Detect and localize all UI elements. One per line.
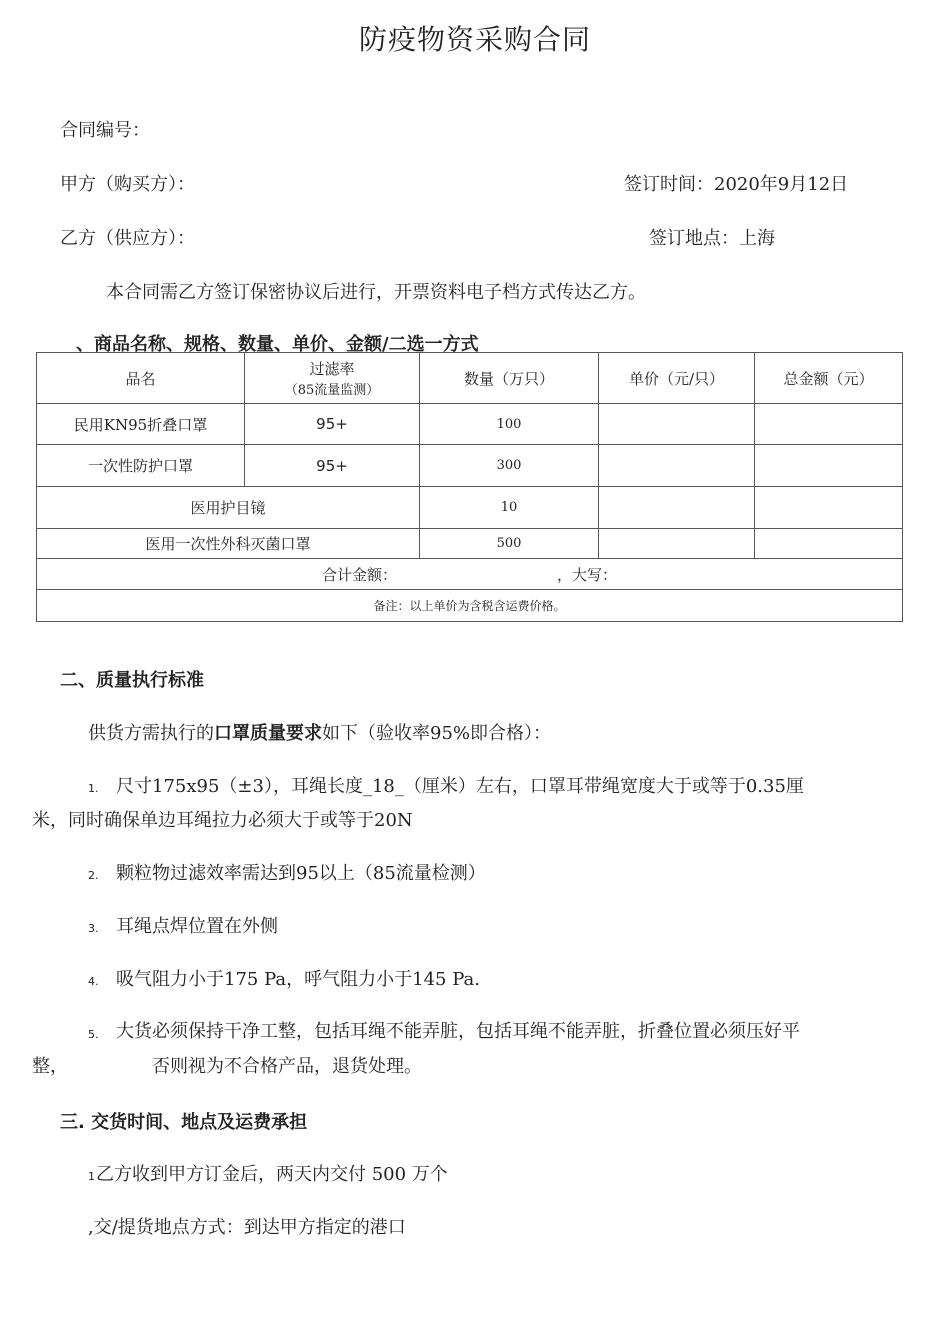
section1-title: 、商品名称、规格、数量、单价、金额/二选一方式 xyxy=(76,334,479,355)
cell-name: 医用一次性外科灭菌口罩 xyxy=(37,529,420,559)
col-header-filter-sub: （85流量监测） xyxy=(284,383,380,398)
table-row xyxy=(37,487,903,529)
quality-item-3: 耳绳点焊位置在外侧 xyxy=(116,916,278,937)
table-row xyxy=(37,529,903,559)
sign-place: 签订地点：上海 xyxy=(649,228,775,249)
contract-no-label: 合同编号： xyxy=(60,120,150,141)
quality-intro xyxy=(88,719,551,745)
col-header-price: 单价（元/只） xyxy=(599,353,755,404)
cell-total xyxy=(755,404,903,445)
col-header-name: 品名 xyxy=(37,353,245,404)
cell-price xyxy=(599,404,755,445)
section3-title: 三. 交货时间、地点及运费承担 xyxy=(60,1112,308,1133)
delivery-item-2: ,交/提货地点方式：到达甲方指定的港口 xyxy=(88,1217,406,1238)
item-number: 5. xyxy=(88,1028,99,1041)
quality-item-5-cont-a: 整， xyxy=(32,1056,68,1077)
cell-name: 民用KN95折叠口罩 xyxy=(37,404,245,445)
cell-qty: 10 xyxy=(420,487,599,529)
item-number: 1. xyxy=(88,782,99,795)
sign-time: 签订时间：2020年9月12日 xyxy=(624,174,849,195)
quality-item-4: 吸气阻力小于175 Pa，呼气阻力小于145 Pa. xyxy=(116,969,480,990)
cell-total xyxy=(755,487,903,529)
note-row xyxy=(37,590,903,622)
cell-qty: 300 xyxy=(420,445,599,487)
delivery-item-1: 乙方收到甲方订金后，两天内交付 500 万个 xyxy=(96,1164,448,1185)
col-header-filter xyxy=(245,353,420,404)
table-row xyxy=(37,445,903,487)
page-title: 防疫物资采购合同 xyxy=(358,23,591,56)
item-number: 3. xyxy=(88,922,99,935)
goods-table xyxy=(36,352,903,622)
cell-total xyxy=(755,529,903,559)
total-caps-label: ，大写： xyxy=(557,565,618,584)
party-b-label: 乙方（供应方）： xyxy=(60,228,195,249)
quality-item-5: 大货必须保持干净工整，包括耳绳不能弄脏，包括耳绳不能弄脏，折叠位置必须压好平 xyxy=(116,1021,800,1042)
intro-paragraph: 本合同需乙方签订保密协议后进行，开票资料电子档方式传达乙方。 xyxy=(106,282,646,303)
cell-qty: 500 xyxy=(420,529,599,559)
total-cell xyxy=(37,559,903,590)
cell-filter: 95+ xyxy=(245,404,420,445)
cell-qty: 100 xyxy=(420,404,599,445)
quality-item-2: 颗粒物过滤效率需达到95以上（85流量检测） xyxy=(116,863,486,884)
cell-name: 医用护目镜 xyxy=(37,487,420,529)
section2-title: 二、质量执行标准 xyxy=(60,670,204,691)
table-header-row xyxy=(37,353,903,404)
cell-price xyxy=(599,529,755,559)
quality-intro-bold: 口罩质量要求 xyxy=(214,723,322,744)
quality-item-1: 尺寸175x95（±3），耳绳长度_18_（厘米）左右，口罩耳带绳宽度大于或等于0.35厘 xyxy=(116,776,804,797)
item-number: 1 xyxy=(88,1170,95,1183)
table-row xyxy=(37,404,903,445)
col-header-total: 总金额（元） xyxy=(755,353,903,404)
col-header-filter-label: 过滤率 xyxy=(309,360,355,378)
quality-item-5-cont-b: 否则视为不合格产品，退货处理。 xyxy=(152,1056,422,1077)
note-cell: 备注：以上单价为含税含运费价格。 xyxy=(37,590,903,622)
cell-total xyxy=(755,445,903,487)
item-number: 2. xyxy=(88,869,99,882)
cell-price xyxy=(599,445,755,487)
quality-intro-c: 如下（验收率95%即合格）： xyxy=(322,723,552,744)
total-row xyxy=(37,559,903,590)
cell-filter: 95+ xyxy=(245,445,420,487)
total-label: 合计金额： xyxy=(321,565,397,584)
quality-intro-a: 供货方需执行的 xyxy=(88,723,214,744)
col-header-qty: 数量（万只） xyxy=(420,353,599,404)
quality-item-1-cont: 米，同时确保单边耳绳拉力必须大于或等于20N xyxy=(32,810,413,831)
cell-name: 一次性防护口罩 xyxy=(37,445,245,487)
cell-price xyxy=(599,487,755,529)
party-a-label: 甲方（购买方）： xyxy=(60,174,195,195)
item-number: 4. xyxy=(88,975,99,988)
